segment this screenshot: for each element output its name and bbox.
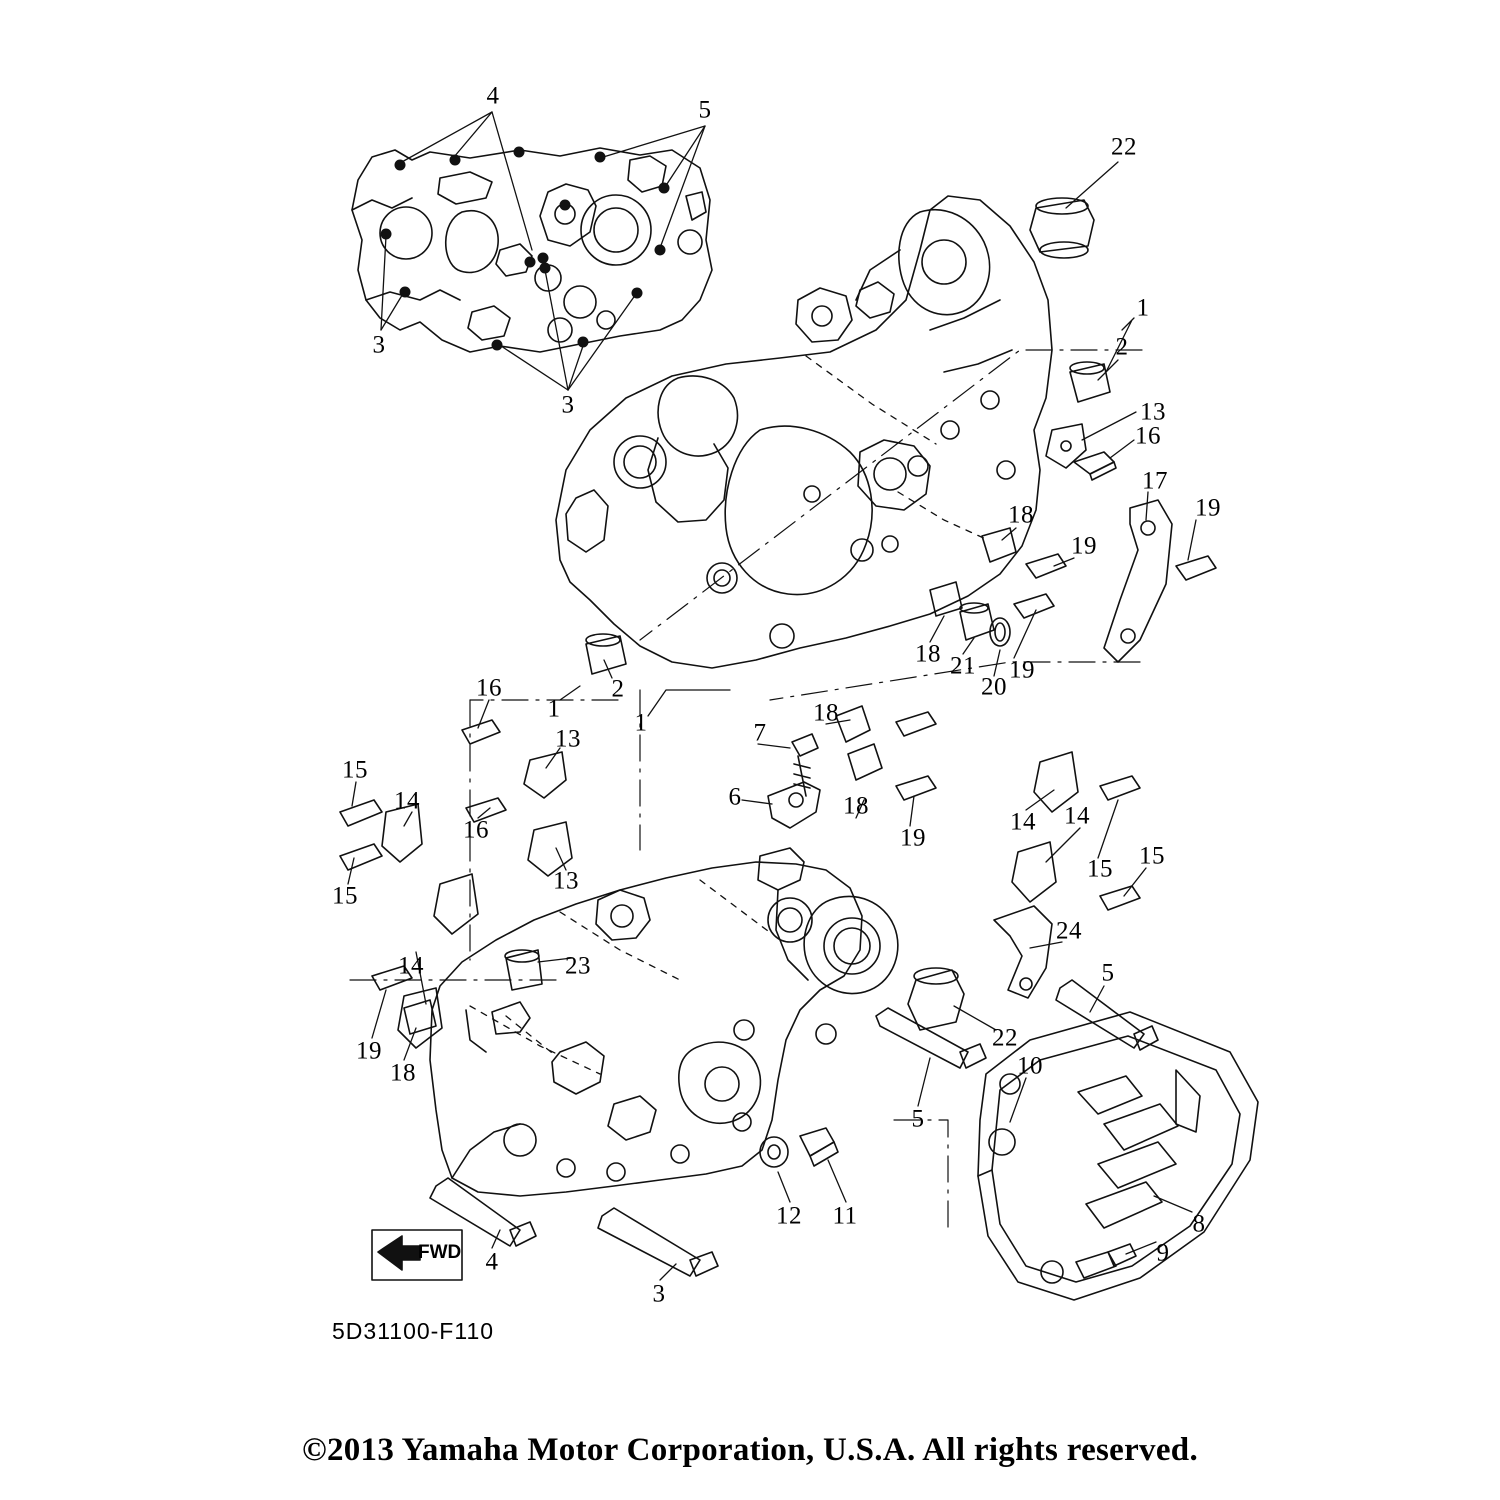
fwd-direction-marker xyxy=(370,1228,462,1280)
callout-number: 5 xyxy=(698,96,712,124)
callout-number: 8 xyxy=(1192,1210,1206,1238)
hardware-parts xyxy=(340,198,1216,1278)
callout-number: 19 xyxy=(356,1037,382,1065)
callout-number: 17 xyxy=(1142,467,1168,495)
callout-number: 13 xyxy=(553,867,579,895)
callout-number: 14 xyxy=(1010,808,1036,836)
callout-number: 18 xyxy=(843,792,869,820)
callout-number: 1 xyxy=(634,709,648,737)
callout-number: 22 xyxy=(1111,133,1137,161)
callout-number: 7 xyxy=(753,719,767,747)
callout-number: 2 xyxy=(611,675,625,703)
callout-number: 15 xyxy=(332,882,358,910)
callout-number: 13 xyxy=(1140,398,1166,426)
callout-number: 19 xyxy=(1009,656,1035,684)
callout-number: 20 xyxy=(981,673,1007,701)
callout-number: 16 xyxy=(1135,422,1161,450)
callout-number: 5 xyxy=(911,1105,925,1133)
callout-number: 19 xyxy=(1071,532,1097,560)
callout-number: 10 xyxy=(1017,1052,1043,1080)
callout-number: 11 xyxy=(832,1202,858,1230)
center-lines xyxy=(350,350,1142,1230)
callout-number: 18 xyxy=(915,640,941,668)
callout-number: 6 xyxy=(728,783,742,811)
lower-case-hidden-lines xyxy=(470,880,772,1074)
diagram-part-number: 5D31100-F110 xyxy=(332,1318,495,1344)
callout-number: 22 xyxy=(992,1024,1018,1052)
copyright-notice: ©2013 Yamaha Motor Corporation, U.S.A. All rights reserved. xyxy=(301,1432,1199,1468)
callout-number: 15 xyxy=(1087,855,1113,883)
callout-number: 16 xyxy=(463,816,489,844)
callout-number: 15 xyxy=(1139,842,1165,870)
callout-number: 3 xyxy=(652,1280,666,1308)
lower-crankcase-half xyxy=(430,848,898,1196)
callout-number: 3 xyxy=(561,391,575,419)
callout-number: 4 xyxy=(485,1248,499,1276)
callout-number: 5 xyxy=(1101,959,1115,987)
callout-number: 14 xyxy=(394,787,420,815)
callout-number: 2 xyxy=(1115,333,1129,361)
callout-number: 3 xyxy=(372,331,386,359)
callout-number: 1 xyxy=(547,695,561,723)
callout-number: 15 xyxy=(342,756,368,784)
callout-number: 14 xyxy=(398,952,424,980)
callout-number: 1 xyxy=(1136,294,1150,322)
callout-number: 4 xyxy=(486,82,500,110)
callout-number: 18 xyxy=(1008,501,1034,529)
callout-leaders xyxy=(348,162,1196,1280)
callout-number: 19 xyxy=(1195,494,1221,522)
upper-crankcase-half xyxy=(556,196,1052,668)
callout-number: 12 xyxy=(776,1202,802,1230)
fwd-label: FWD xyxy=(418,1242,462,1263)
callout-number: 14 xyxy=(1064,802,1090,830)
callout-number: 24 xyxy=(1056,917,1082,945)
callout-number: 13 xyxy=(555,725,581,753)
callout-number: 21 xyxy=(950,652,976,680)
callout-number: 18 xyxy=(390,1059,416,1087)
callout-number: 18 xyxy=(813,699,839,727)
callout-number: 23 xyxy=(565,952,591,980)
callout-number: 9 xyxy=(1156,1239,1170,1267)
callout-number: 16 xyxy=(476,674,502,702)
callout-number: 19 xyxy=(900,824,926,852)
